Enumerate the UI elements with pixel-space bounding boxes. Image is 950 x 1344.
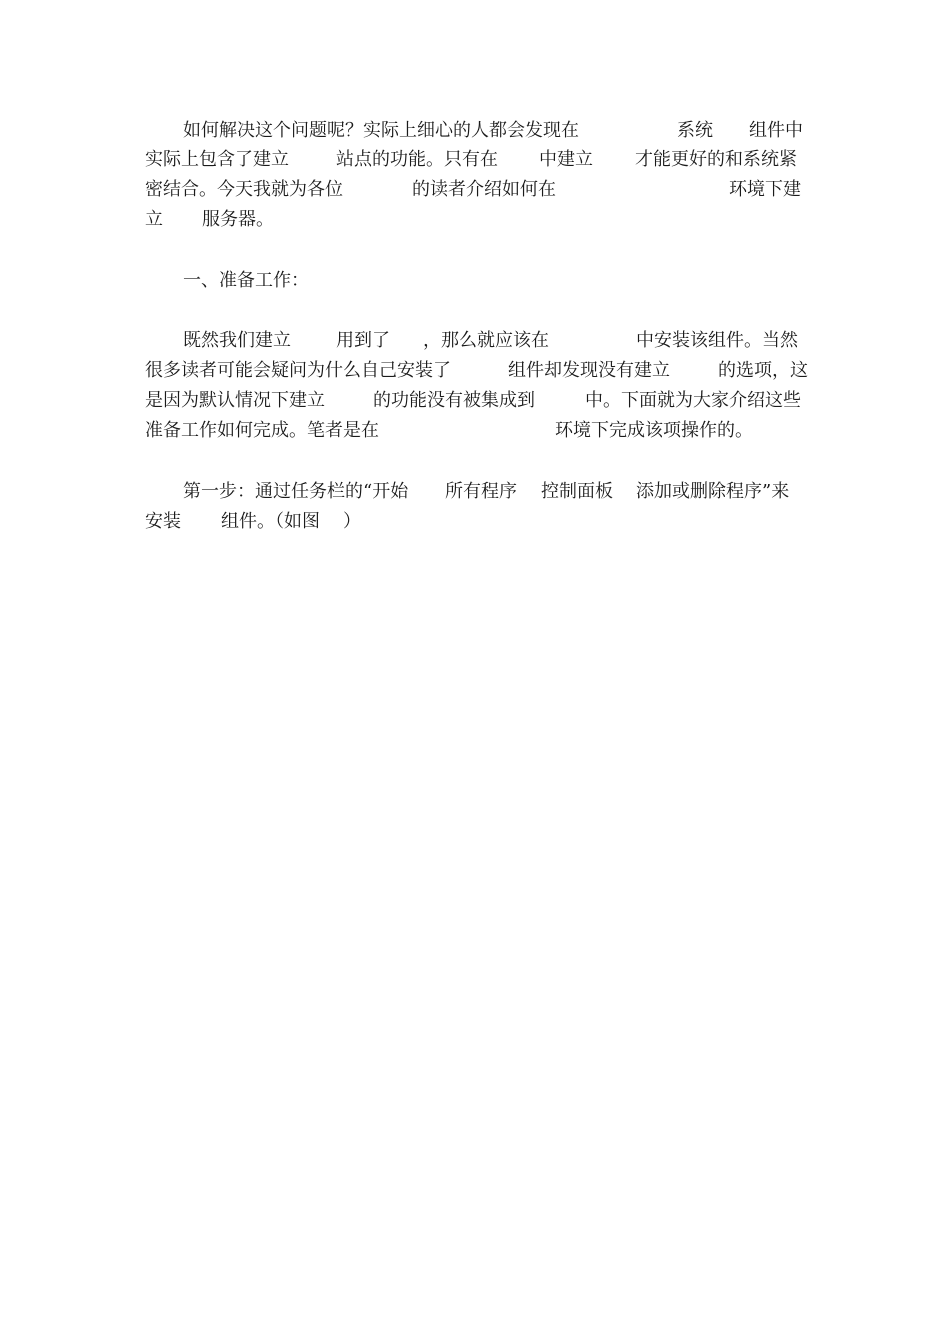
- text-segment: ）: [343, 511, 361, 532]
- text-segment: ，那么就应该在: [423, 330, 549, 351]
- text-segment: 立: [145, 209, 163, 230]
- text-segment: 密结合。今天我就为各位: [145, 179, 343, 200]
- text-segment: 如何解决这个问题呢？实际上细心的人都会发现在: [183, 120, 579, 141]
- paragraph-3-line-2: [0, 511, 950, 621]
- text-segment: 所有程序: [445, 481, 517, 502]
- text-segment: 控制面板: [541, 481, 613, 502]
- text-segment: 准备工作如何完成。笔者是在: [145, 420, 379, 441]
- section-heading: 一、准备工作：: [183, 270, 309, 291]
- text-segment: 既然我们建立: [183, 330, 291, 351]
- text-segment: 站点的功能。只有在: [336, 149, 498, 170]
- text-segment: 的选项，这: [718, 360, 808, 381]
- text-segment: 实际上包含了建立: [145, 149, 289, 170]
- text-segment: 组件中: [749, 120, 803, 141]
- text-segment: 环境下完成该项操作的。: [555, 420, 753, 441]
- text-segment: 中。下面就为大家介绍这些: [585, 390, 801, 411]
- text-segment: 环境下建: [729, 179, 801, 200]
- text-segment: 用到了: [336, 330, 390, 351]
- paragraph-1-line-4: [0, 209, 950, 297]
- text-segment: 安装: [145, 511, 181, 532]
- text-segment: 的读者介绍如何在: [412, 179, 556, 200]
- text-segment: 第一步：通过任务栏的“开始: [183, 481, 409, 502]
- text-segment: 的功能没有被集成到: [373, 390, 535, 411]
- text-segment: 是因为默认情况下建立: [145, 390, 325, 411]
- text-segment: 中安装该组件。当然: [636, 330, 798, 351]
- text-segment: 很多读者可能会疑问为什么自己安装了: [145, 360, 451, 381]
- text-segment: 组件。（如图: [221, 511, 320, 532]
- text-segment: 添加或删除程序”来: [636, 481, 790, 502]
- text-segment: 组件却发现没有建立: [508, 360, 670, 381]
- text-segment: 系统: [677, 120, 713, 141]
- text-segment: 才能更好的和系统紧: [635, 149, 797, 170]
- text-segment: 中建立: [539, 149, 593, 170]
- text-segment: 服务器。: [202, 209, 274, 230]
